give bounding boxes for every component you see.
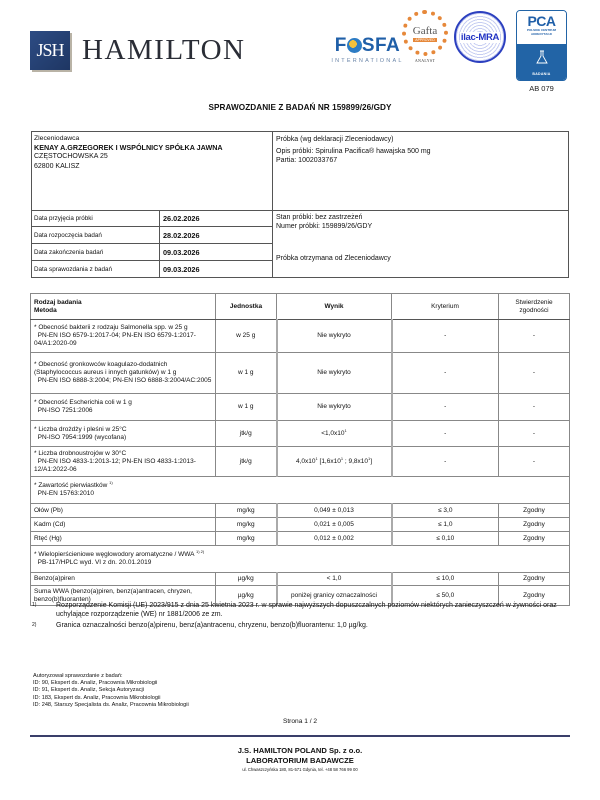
client-name: KENAY A.GRZEGOREK I WSPÓLNICY SPÓŁKA JAWNA xyxy=(34,143,223,153)
client-street: CZĘSTOCHOWSKA 25 xyxy=(34,153,108,161)
dates-table xyxy=(31,210,273,278)
flask-icon xyxy=(536,50,548,64)
table-row: * Obecność Escherichia coli w 1 g PN-ISO 7251:2006 w 1 g Nie wykryto - - xyxy=(31,394,570,421)
group-header-row: * Wielopierścieniowe węglowodory aromatyczne / WWA $^{1) 2)}$ PB-117/HPLC wyd. VI z dn. 20.01.2019 xyxy=(31,546,570,573)
wheat-wreath-icon: Gafta APPROVED xyxy=(402,10,448,56)
table-row: Kadm (Cd) mg/kg 0,021 ± 0,005 ≤ 1,0 Zgodny xyxy=(31,518,570,532)
table-row: Ołów (Pb) mg/kg 0,049 ± 0,013 ≤ 3,0 Zgodny xyxy=(31,504,570,518)
ilac-mra-logo: ilac-MRA xyxy=(454,11,506,63)
footer-divider xyxy=(30,735,570,737)
authorization-block: Autoryzował sprawozdanie z badań: ID: 90, Ekspert ds. Analiz, Pracownia Mikrobiologii ID: 91, Ekspert ds. Analiz, Sekcja Autoryzacji ID: 183, Ekspert ds. Analiz, Pracownia Mikrobiologii ID: 248, Starszy Specjalista ds. Analiz, Pracownia Mikrobiologii xyxy=(33,673,189,708)
footer-address: ul. Chwaszczyńska 180, 81-571 Gdynia, tel. +48 58 766 99 00 xyxy=(242,767,358,772)
hamilton-wordmark: HAMILTON xyxy=(82,33,246,66)
table-row: * Liczba drobnoustrojów w 30°C PN-EN ISO 4833-1:2013-12; PN-EN ISO 4833-1:2013-12/A1:2022-06 jtk/g $4,0x10^1$ [$1,6x10^1$ ; $9,8x10^1$] - - xyxy=(31,447,570,477)
sample-block xyxy=(276,135,566,165)
table-row: * Obecność gronkowców koagulazo-dodatnich (Staphylococcus aureus i innych gatunków) w 1 g PN-EN ISO 6888-3:2004; PN-EN ISO 6888-3:2004/AC:2005 w 1 g Nie wykryto - - xyxy=(31,353,570,394)
sample-state-block xyxy=(276,213,566,231)
page-number: Strona 1 / 2 xyxy=(282,718,318,725)
date-row: Data rozpoczęcia badań 28.02.2026 xyxy=(31,227,273,244)
col-test: Rodzaj badania Metoda xyxy=(31,294,216,320)
client-city: 62800 KALISZ xyxy=(34,162,80,170)
group-header-row: * Zawartość pierwiastków $^{1)}$ PN-EN 15763:2010 xyxy=(31,477,570,504)
client-label: Zleceniodawca xyxy=(34,135,80,142)
authorizer: ID: 91, Ekspert ds. Analiz, Sekcja Autoryzacji xyxy=(33,687,144,694)
date-row: Data sprawozdania z badań 09.03.2026 xyxy=(31,261,273,278)
col-conformity: Stwierdzenie zgodności xyxy=(499,294,570,320)
sample-received-from: Próbka otrzymana od Zleceniodawcy xyxy=(276,255,391,262)
fosfa-logo: F SFA INTERNATIONAL xyxy=(331,35,404,64)
table-row: * Obecność bakterii z rodzaju Salmonella spp. w 25 g PN-EN ISO 6579-1:2017-04; PN-EN ISO 6579-1:2017-04/A1:2020-09 w 25 g Nie wykryto - - xyxy=(31,320,570,353)
date-row: Data zakończenia badań 09.03.2026 xyxy=(31,244,273,261)
authorizer: ID: 248, Starszy Specjalista ds. Analiz, Pracownia Mikrobiologii xyxy=(33,701,189,708)
col-criterion: Kryterium xyxy=(392,294,499,320)
table-row: Rtęć (Hg) mg/kg 0,012 ± 0,002 ≤ 0,10 Zgodny xyxy=(31,532,570,546)
footer-department: LABORATORIUM BADAWCZE xyxy=(246,756,354,765)
authorizer: ID: 90, Ekspert ds. Analiz, Pracownia Mikrobiologii xyxy=(33,680,158,687)
table-row: * Liczba drożdży i pleśni w 25°C PN-ISO 7954:1999 (wycofana) jtk/g $<1,0x10^1$ - - xyxy=(31,421,570,447)
footer-company: J.S. HAMILTON POLAND Sp. z o.o. xyxy=(237,746,363,755)
table-row: Benzo(a)piren µg/kg < 1,0 ≤ 10,0 Zgodny xyxy=(31,573,570,586)
report-title: SPRAWOZDANIE Z BADAŃ NR 159899/26/GDY xyxy=(208,103,392,112)
sample-state: Stan próbki: bez zastrzeżeń xyxy=(276,214,363,221)
col-result: Wynik xyxy=(277,294,392,320)
hamilton-logo xyxy=(30,30,245,70)
footer xyxy=(0,746,600,773)
sample-number: Numer próbki: 159899/26/GDY xyxy=(276,223,373,230)
gafta-logo: Gafta APPROVED ANALYST xyxy=(400,10,450,74)
results-table xyxy=(30,293,570,606)
authorizer: ID: 183, Ekspert ds. Analiz, Pracownia Mikrobiologii xyxy=(33,694,161,701)
pca-logo: PCA POLSKIE CENTRUM AKREDYTACJI BADANIA xyxy=(516,10,567,81)
sample-label: Próbka (wg deklaracji Zleceniodawcy) xyxy=(276,136,394,143)
table-header-row xyxy=(31,294,570,320)
footnotes xyxy=(30,601,570,632)
date-row: Data przyjęcia próbki 26.02.2026 xyxy=(31,210,273,227)
col-unit: Jednostka xyxy=(216,294,277,320)
globe-icon xyxy=(347,38,362,53)
accreditation-number: AB 079 xyxy=(529,84,554,93)
footnote: 1) Rozporządzenie Komisji (UE) 2023/915 z dnia 25 kwietnia 2023 r. w sprawie najwyższych dopuszczalnych poziomów niektórych zanieczyszczeń w żywności oraz uchylające rozporządzenie (WE) nr 1881/2006 ze zm. xyxy=(32,602,557,618)
client-block xyxy=(34,134,270,171)
footnote: 2) Granica oznaczalności benzo(a)pirenu, benz(a)antracenu, chryzenu, benzo(b)fluorantenu: 1,0 µg/kg. xyxy=(32,622,368,629)
sample-description: Opis próbki: Spirulina Pacifica® hawajska 500 mg xyxy=(276,148,431,155)
sample-batch: Partia: 1002033767 xyxy=(276,157,338,164)
table-row: Suma WWA (benzo(a)piren, benz(a)antracen, chryzen, benzo(b)fluoranten) µg/kg poniżej granicy oznaczalności ≤ 50,0 Zgodny xyxy=(31,586,570,606)
hamilton-monogram: JSH xyxy=(30,31,70,70)
